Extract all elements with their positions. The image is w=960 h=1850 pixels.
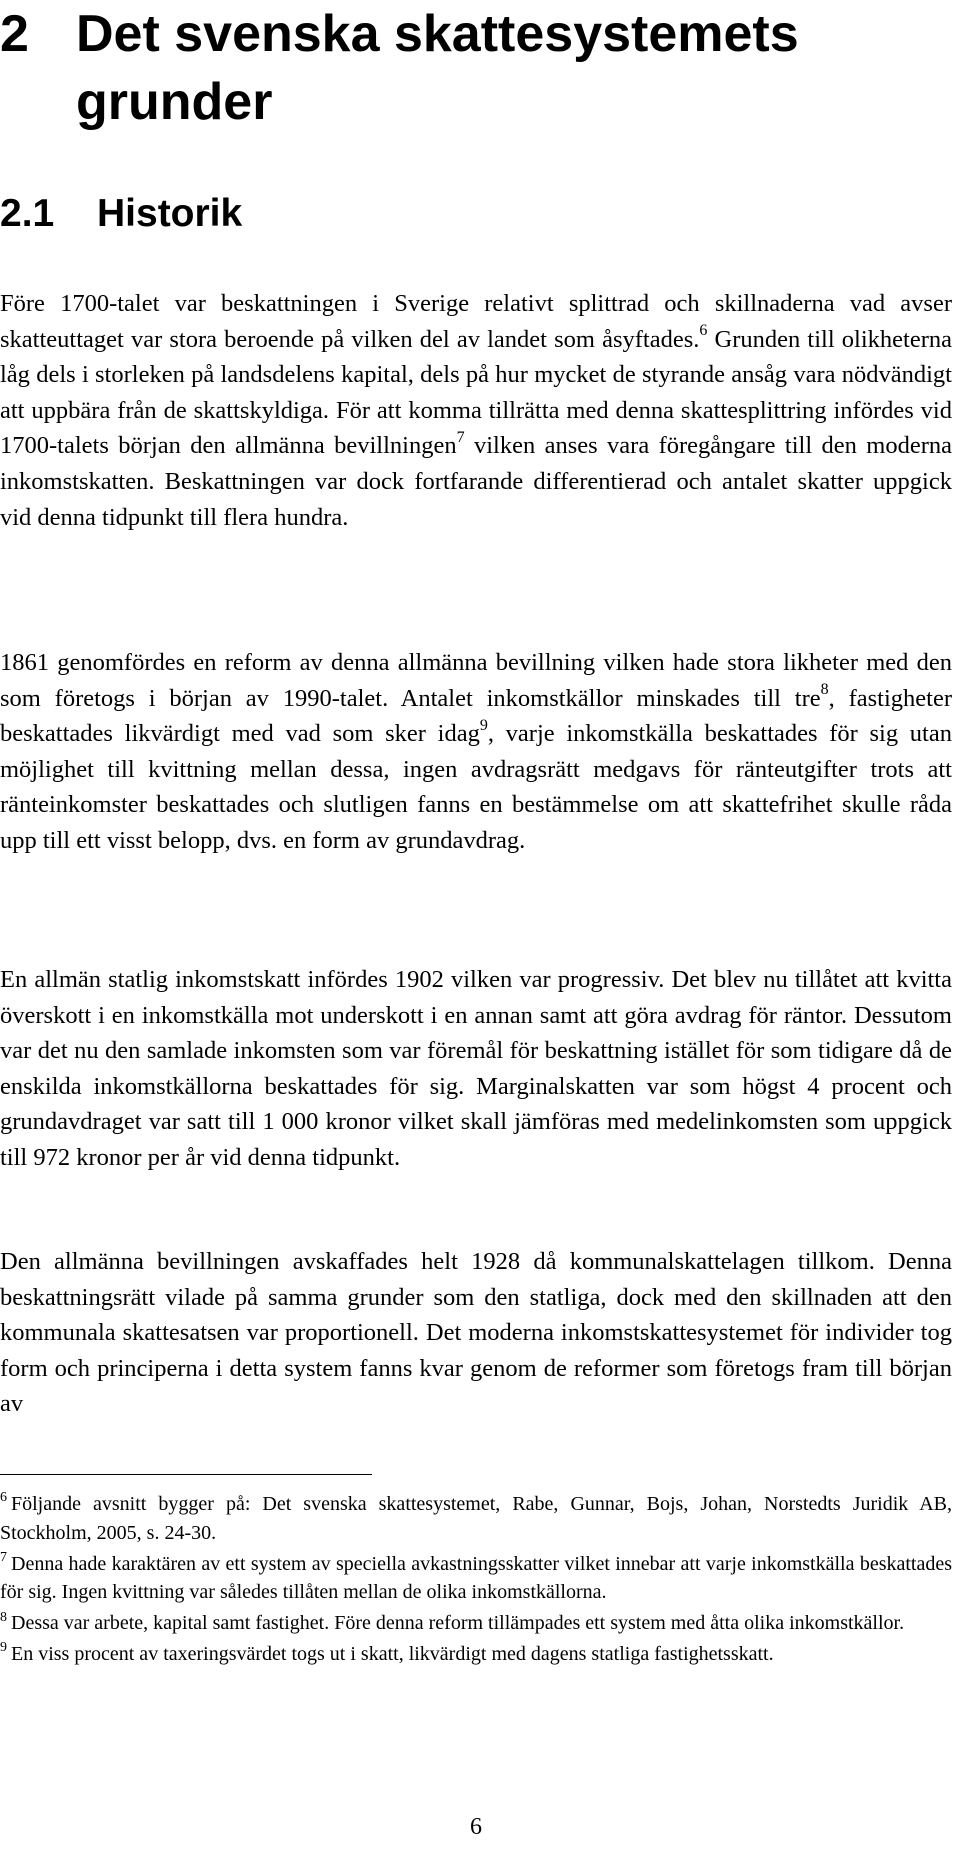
paragraph-text: , fastigheter beskattades likvärdigt med vad som sker idag	[0, 684, 952, 748]
section-title: Historik	[97, 192, 243, 235]
paragraph-text: vilken anses vara föregångare till den moderna inkomstskatten. Beskattningen var dock fortfarande differentierad och antalet skatter uppgick vid denna tidpunkt till flera hundra.	[0, 432, 952, 531]
footnote-text: Denna hade karaktären av ett system av speciella avkastningsskatter vilket innebar att varje inkomstkälla beskattades för sig. Ingen kvittning var således tillåten mellan de olika inkomstkällorna.	[0, 1552, 952, 1604]
footnote-ref[interactable]: 9	[479, 717, 488, 735]
paragraph-1	[0, 286, 952, 535]
footnote-8	[0, 1609, 952, 1638]
footnote-text: En viss procent av taxeringsvärdet togs ut i skatt, likvärdigt med dagens statliga fastighetsskatt.	[11, 1642, 774, 1665]
chapter-title: Det svenska skattesystemets grunder	[76, 5, 799, 131]
section-heading	[0, 190, 242, 238]
section-number: 2.1	[0, 192, 55, 235]
footnote-ref[interactable]: 6	[699, 322, 708, 340]
footnote-text: Dessa var arbete, kapital samt fastighet. Före denna reform tillämpades ett system med åtta olika inkomstkällor.	[11, 1612, 905, 1635]
paragraph-text: Grunden till olikheterna låg dels i storleken på landsdelens kapital, dels på hur mycket de styrande ansåg vara nödvändigt att uppbära från de skattskyldiga. För att komma tillrätta med denna skattesplittring infördes vid 1700-talets början den allmänna bevillningen	[0, 325, 952, 460]
paragraph-text: 1861 genomfördes en reform av denna allmänna bevillning vilken hade stora likheter med den som företogs i början av 1990-talet. Antalet inkomstkällor minskades till tre	[0, 649, 952, 712]
footnote-separator	[0, 1474, 372, 1475]
paragraph-text: Före 1700-talet var beskattningen i Sverige relativt splittrad och skillnaderna vad avser skatteuttaget var stora beroende på vilken del av landet som åsyftades.	[0, 290, 952, 353]
footnote-6	[0, 1490, 952, 1548]
footnote-ref[interactable]: 8	[820, 681, 829, 699]
page-number: 6	[470, 1814, 482, 1840]
chapter-number: 2	[0, 5, 29, 63]
footnote-7	[0, 1550, 952, 1608]
footnote-number: 8	[0, 1609, 7, 1625]
footnote-ref[interactable]: 7	[456, 429, 465, 447]
footnote-number: 6	[0, 1490, 7, 1506]
footnote-text: Följande avsnitt bygger på: Det svenska skattesystemet, Rabe, Gunnar, Bojs, Johan, Norstedts Juridik AB, Stockholm, 2005, s. 24-30.	[0, 1493, 952, 1544]
paragraph-4: Den allmänna bevillningen avskaffades helt 1928 då kommunalskattelagen tillkom. Denna beskattningsrätt vilade på samma grunder som den statliga, dock med den skillnaden att den kommunala skattesatsen var proportionell. Det moderna inkomstskattesystemet för individer tog form och principerna i detta system fanns kvar genom de reformer som företogs fram till början av	[0, 1248, 952, 1418]
footnote-number: 9	[0, 1640, 7, 1656]
footnote-number: 7	[0, 1549, 7, 1565]
footnotes	[0, 1490, 952, 1671]
paragraph-text: , varje inkomstkälla beskattades för sig utan möjlighet till kvittning mellan dessa, ingen avdragsrätt medgavs för ränteutgifter trots att ränteinkomster beskattades och slutligen fanns en bestämmelse om att skattefrihet skulle råda upp till ett visst belopp, dvs. en form av grundavdrag.	[0, 720, 952, 854]
paragraph-3: En allmän statlig inkomstskatt infördes 1902 vilken var progressiv. Det blev nu tillåtet att kvitta överskott i en inkomstkälla mot underskott i en annan samt att göra avdrag för räntor. Dessutom var det nu den samlade inkomsten som var föremål för beskattning istället för som tidigare då de enskilda inkomstkällorna beskattades för sig. Marginalskatten var som högst 4 procent och grundavdraget var satt till 1 000 kronor vilket skall jämföras med medelinkomsten som uppgick till 972 kronor per år vid denna tidpunkt.	[0, 966, 952, 1171]
footnote-9	[0, 1640, 952, 1669]
paragraph-2	[0, 645, 952, 859]
